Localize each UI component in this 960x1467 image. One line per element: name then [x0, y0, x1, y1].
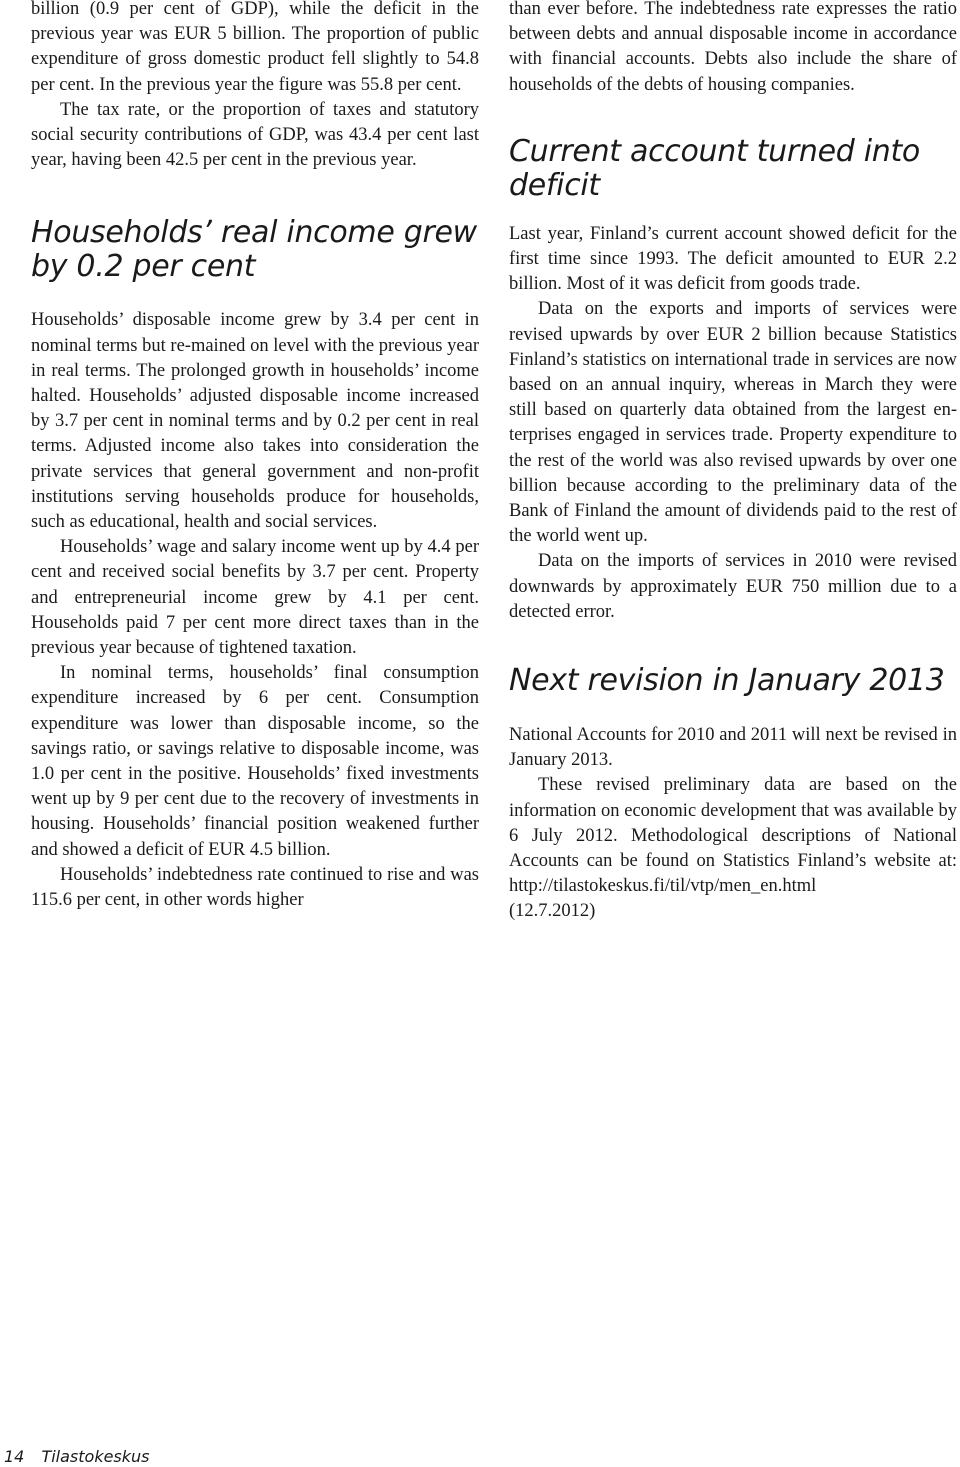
consumption-paragraph: In nominal terms, households’ final consumption expenditure increased by 6 per cent. Consumption expenditure was lower than disposable income, so the savings ratio, or savings relative to disposable income, was 1.0 per cent in the positive. Households’ fixed investments went up by 9 per cent due to the recovery of investments in housing. Households’ financial position weakened further and showed a deficit of EUR 4.5 billion.: [31, 663, 479, 860]
wage-income-paragraph: Households’ wage and salary income went up by 4.4 per cent and received social benefits by 3.7 per cent. Property and entrepreneurial income grew by 4.1 per cent. Households paid 7 per cent more direct taxes than in the previous year because of tightened taxation.: [31, 537, 479, 659]
left-column: [31, 0, 479, 913]
intro-paragraph: billion (0.9 per cent of GDP), while the deficit in the previous year was EUR 5 billion. The proportion of public expenditure of gross domestic product fell slightly to 54.8 per cent. In the previous year the figure was 55.8 per cent.: [31, 0, 479, 95]
page-footer: [4, 1447, 150, 1467]
current-account-paragraph: Last year, Finland’s current account showed deficit for the first time since 1993. The deficit amounted to EUR 2.2 billion. Most of it was deficit from goods trade.: [509, 223, 957, 295]
services-revision-paragraph: Data on the exports and imports of services were revised upwards by over EUR 2 billion because Statistics Finland’s statistics on international trade in services are now based on an annual inquiry, whereas in March they were still based on quarterly data obtained from the largest enterprises engaged in services trade. Property expenditure to the rest of the world was also revised upwards by over one billion because according to the preliminary data of the Bank of Finland the amount of dividends paid to the rest of the world went up.: [509, 299, 957, 547]
tax-rate-paragraph: The tax rate, or the proportion of taxes and statutory social security contributions of GDP, was 43.4 per cent last year, having been 42.5 per cent in the previous year.: [31, 99, 479, 171]
disposable-income-paragraph: Households’ disposable income grew by 3.4 per cent in nominal terms but re-mained on level with the previous year in real terms. The prolonged growth in households’ income halted. Households’ adjusted disposable income increased by 3.7 per cent in nominal terms and by 0.2 per cent in real terms. Adjusted income also takes into consideration the private services that general government and non-profit institutions serving households produce for households, such as educational, health and social services.: [31, 310, 479, 533]
indebtedness-paragraph: Households’ indebtedness rate continued to rise and was 115.6 per cent, in other words higher: [31, 864, 479, 911]
imports-2010-paragraph: Data on the imports of services in 2010 were revised downwards by approximately EUR 750 million due to a detected error.: [509, 551, 957, 622]
release-date: (12.7.2012): [509, 901, 596, 922]
current-account-heading: Current account turned into deficit: [509, 133, 920, 203]
preliminary-data-paragraph: These revised preliminary data are based on the information on economic development that was available by 6 July 2012. Methodological descriptions of National Accounts can be found on Statistics Finland’s website at: http://tilastokeskus.fi/til/vtp/men_en.html: [509, 775, 957, 897]
indebtedness-continued-paragraph: than ever before. The indebtedness rate expresses the ratio between debts and annual disposable income in accordance with financial accounts. Debts also include the share of households of the debts of housing companies.: [509, 0, 957, 95]
next-revision-heading: Next revision in January 2013: [509, 663, 945, 699]
page-number: 14: [4, 1447, 25, 1466]
households-income-heading: Households’ real income grew by 0.2 per cent: [31, 215, 477, 285]
right-column: [509, 0, 957, 925]
publisher-name: Tilastokeskus: [41, 1447, 150, 1466]
national-accounts-paragraph: National Accounts for 2010 and 2011 will next be revised in January 2013.: [509, 725, 957, 771]
